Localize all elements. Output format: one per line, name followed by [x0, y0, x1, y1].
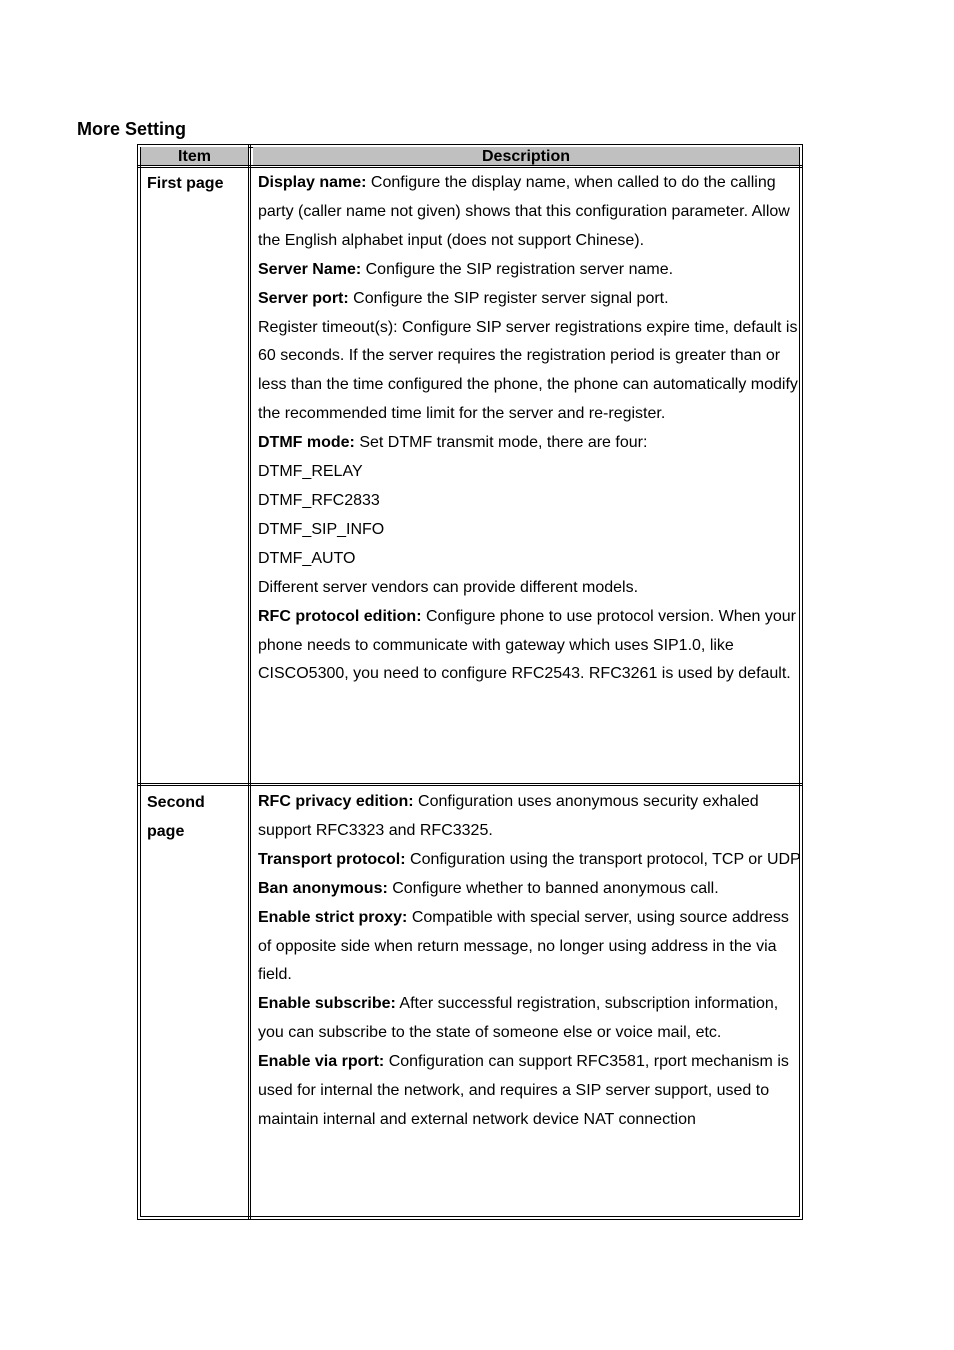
entry-ban-anonymous: Ban anonymous: Configure whether to banned anonymous call.: [258, 879, 719, 897]
header-description: Description: [253, 147, 799, 165]
entry-rfc-protocol-edition: RFC protocol edition: Configure phone to use protocol version. When your phone needs to communicate with gateway which uses SIP1.0, like CISCO5300, you need to configure RFC2543. RFC3261 is used by default.: [258, 607, 796, 683]
row-description-second-page: [258, 788, 803, 1135]
entry-rfc-privacy-edition: RFC privacy edition: Configuration uses anonymous security exhaled support RFC3323 and RFC3325.: [258, 793, 759, 839]
entry-dtmf-rfc2833: DTMF_RFC2833: [258, 491, 380, 509]
entry-enable-subscribe: Enable subscribe: After successful registration, subscription information, you can subscribe to the state of someone else or voice mail, etc.: [258, 995, 779, 1042]
row-description-first-page: [258, 169, 803, 689]
entry-transport-protocol: Transport protocol: Configuration using the transport protocol, TCP or UDP: [258, 850, 801, 868]
entry-enable-via-rport: Enable via rport: Configuration can support RFC3581, rport mechanism is used for internal the network, and requires a SIP server support, used to maintain internal and external network device NAT connection: [258, 1053, 789, 1128]
settings-table: [137, 144, 803, 1220]
entry-enable-strict-proxy: Enable strict proxy: Compatible with special server, using source address of opposite side when return message, no longer using address in the via field.: [258, 908, 789, 984]
entry-dtmf-sip-info: DTMF_SIP_INFO: [258, 520, 385, 538]
section-title: More Setting: [77, 119, 187, 139]
entry-dtmf-mode: DTMF mode: Set DTMF transmit mode, there are four:: [258, 434, 648, 452]
entry-display-name: Display name: Configure the display name, when called to do the calling party (caller name not given) shows that this configuration parameter. Allow the English alphabet input (does not support Chinese).: [258, 174, 790, 249]
row-item-first-page: First page: [147, 175, 224, 192]
header-divider: [138, 165, 802, 168]
header-item: Item: [141, 147, 248, 165]
row-item-second-page: Second page: [147, 794, 205, 840]
entry-register-timeout: Register timeout(s): Configure SIP server registrations expire time, default is 60 seconds. If the server requires the registration period is greater than or less than the time configured the phone, the phone can automatically modify the recommended time limit for the server and re-register.: [258, 318, 798, 423]
entry-server-port: Server port: Configure the SIP register server signal port.: [258, 289, 669, 307]
entry-vendor-note: Different server vendors can provide different models.: [258, 578, 639, 596]
entry-dtmf-auto: DTMF_AUTO: [258, 549, 356, 567]
column-divider: [248, 145, 251, 1219]
entry-server-name: Server Name: Configure the SIP registration server name.: [258, 260, 674, 278]
entry-dtmf-relay: DTMF_RELAY: [258, 463, 363, 481]
row-divider: [138, 783, 802, 786]
